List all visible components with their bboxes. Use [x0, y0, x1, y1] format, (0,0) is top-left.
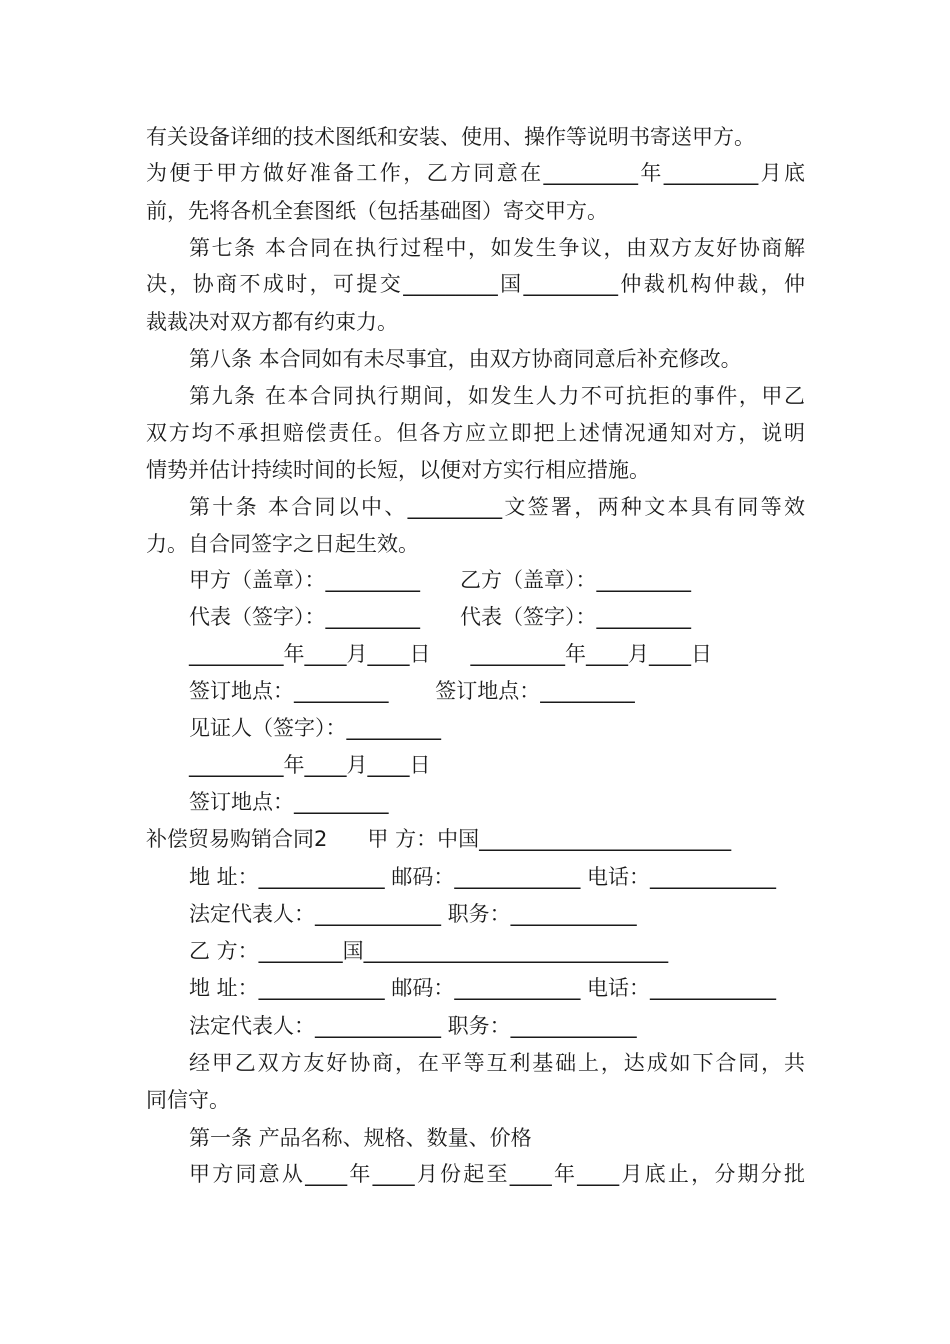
- article-9-heading: 第九条 在本合同执行期间，如发生人力不可抗拒的事件，甲乙: [189, 384, 805, 408]
- preamble-line: 经甲乙双方友好协商，在平等互利基础上，达成如下合同，共: [189, 1051, 805, 1075]
- witness-date-line: _________年____月____日: [189, 753, 431, 777]
- party-b-address-line: 地 址：____________ 邮码：____________ 电话：____________: [189, 976, 777, 1000]
- article-8-heading: 第八条 本合同如有未尽事宜，由双方协商同意后补充修改。: [189, 347, 742, 371]
- text-line: 决，协商不成时，可提交_________国_________仲裁机构仲裁，仲: [146, 272, 805, 296]
- witness-place-line: 签订地点：_________: [189, 790, 389, 814]
- text-line: 力。自合同签字之日起生效。: [146, 532, 419, 556]
- party-b-legal-rep-line: 法定代表人：____________ 职务：____________: [189, 1014, 637, 1038]
- witness-sign-line: 见证人（签字）：_________: [189, 716, 441, 740]
- party-a-legal-rep-line: 法定代表人：____________ 职务：____________: [189, 902, 637, 926]
- text-line: 为便于甲方做好准备工作，乙方同意在_________年_________月底: [146, 161, 805, 185]
- text-line: 同信守。: [146, 1088, 230, 1112]
- party-a-address-line: 地 址：____________ 邮码：____________ 电话：____________: [189, 865, 777, 889]
- article-1-heading: 第一条 产品名称、规格、数量、价格: [189, 1126, 532, 1150]
- signing-place-line: 签订地点：_________ 签订地点：_________: [189, 679, 635, 703]
- article-7-heading: 第七条 本合同在执行过程中，如发生争议，由双方友好协商解: [189, 236, 805, 260]
- representative-sign-line: 代表（签字）：_________ 代表（签字）：_________: [189, 605, 692, 629]
- contract-2-title: 补偿贸易购销合同2 甲 方：中国________________________: [146, 827, 732, 851]
- article-10-heading: 第十条 本合同以中、_________文签署，两种文本具有同等效: [189, 495, 805, 519]
- text-line: 裁裁决对双方都有约束力。: [146, 310, 398, 334]
- text-line: 有关设备详细的技术图纸和安装、使用、操作等说明书寄送甲方。: [146, 125, 755, 149]
- text-line: 前，先将各机全套图纸（包括基础图）寄交甲方。: [146, 199, 608, 223]
- party-b-line: 乙 方：________国_____________________________: [189, 939, 669, 963]
- text-line: 双方均不承担赔偿责任。但各方应立即把上述情况通知对方，说明: [146, 421, 805, 445]
- party-a-seal-line: 甲方（盖章）：_________ 乙方（盖章）：_________: [189, 568, 692, 592]
- date-line: _________年____月____日 _________年____月____日: [189, 642, 713, 666]
- text-line: 情势并估计持续时间的长短，以便对方实行相应措施。: [146, 458, 650, 482]
- text-line: 甲方同意从____年____月份起至____年____月底止，分期分批: [189, 1162, 805, 1186]
